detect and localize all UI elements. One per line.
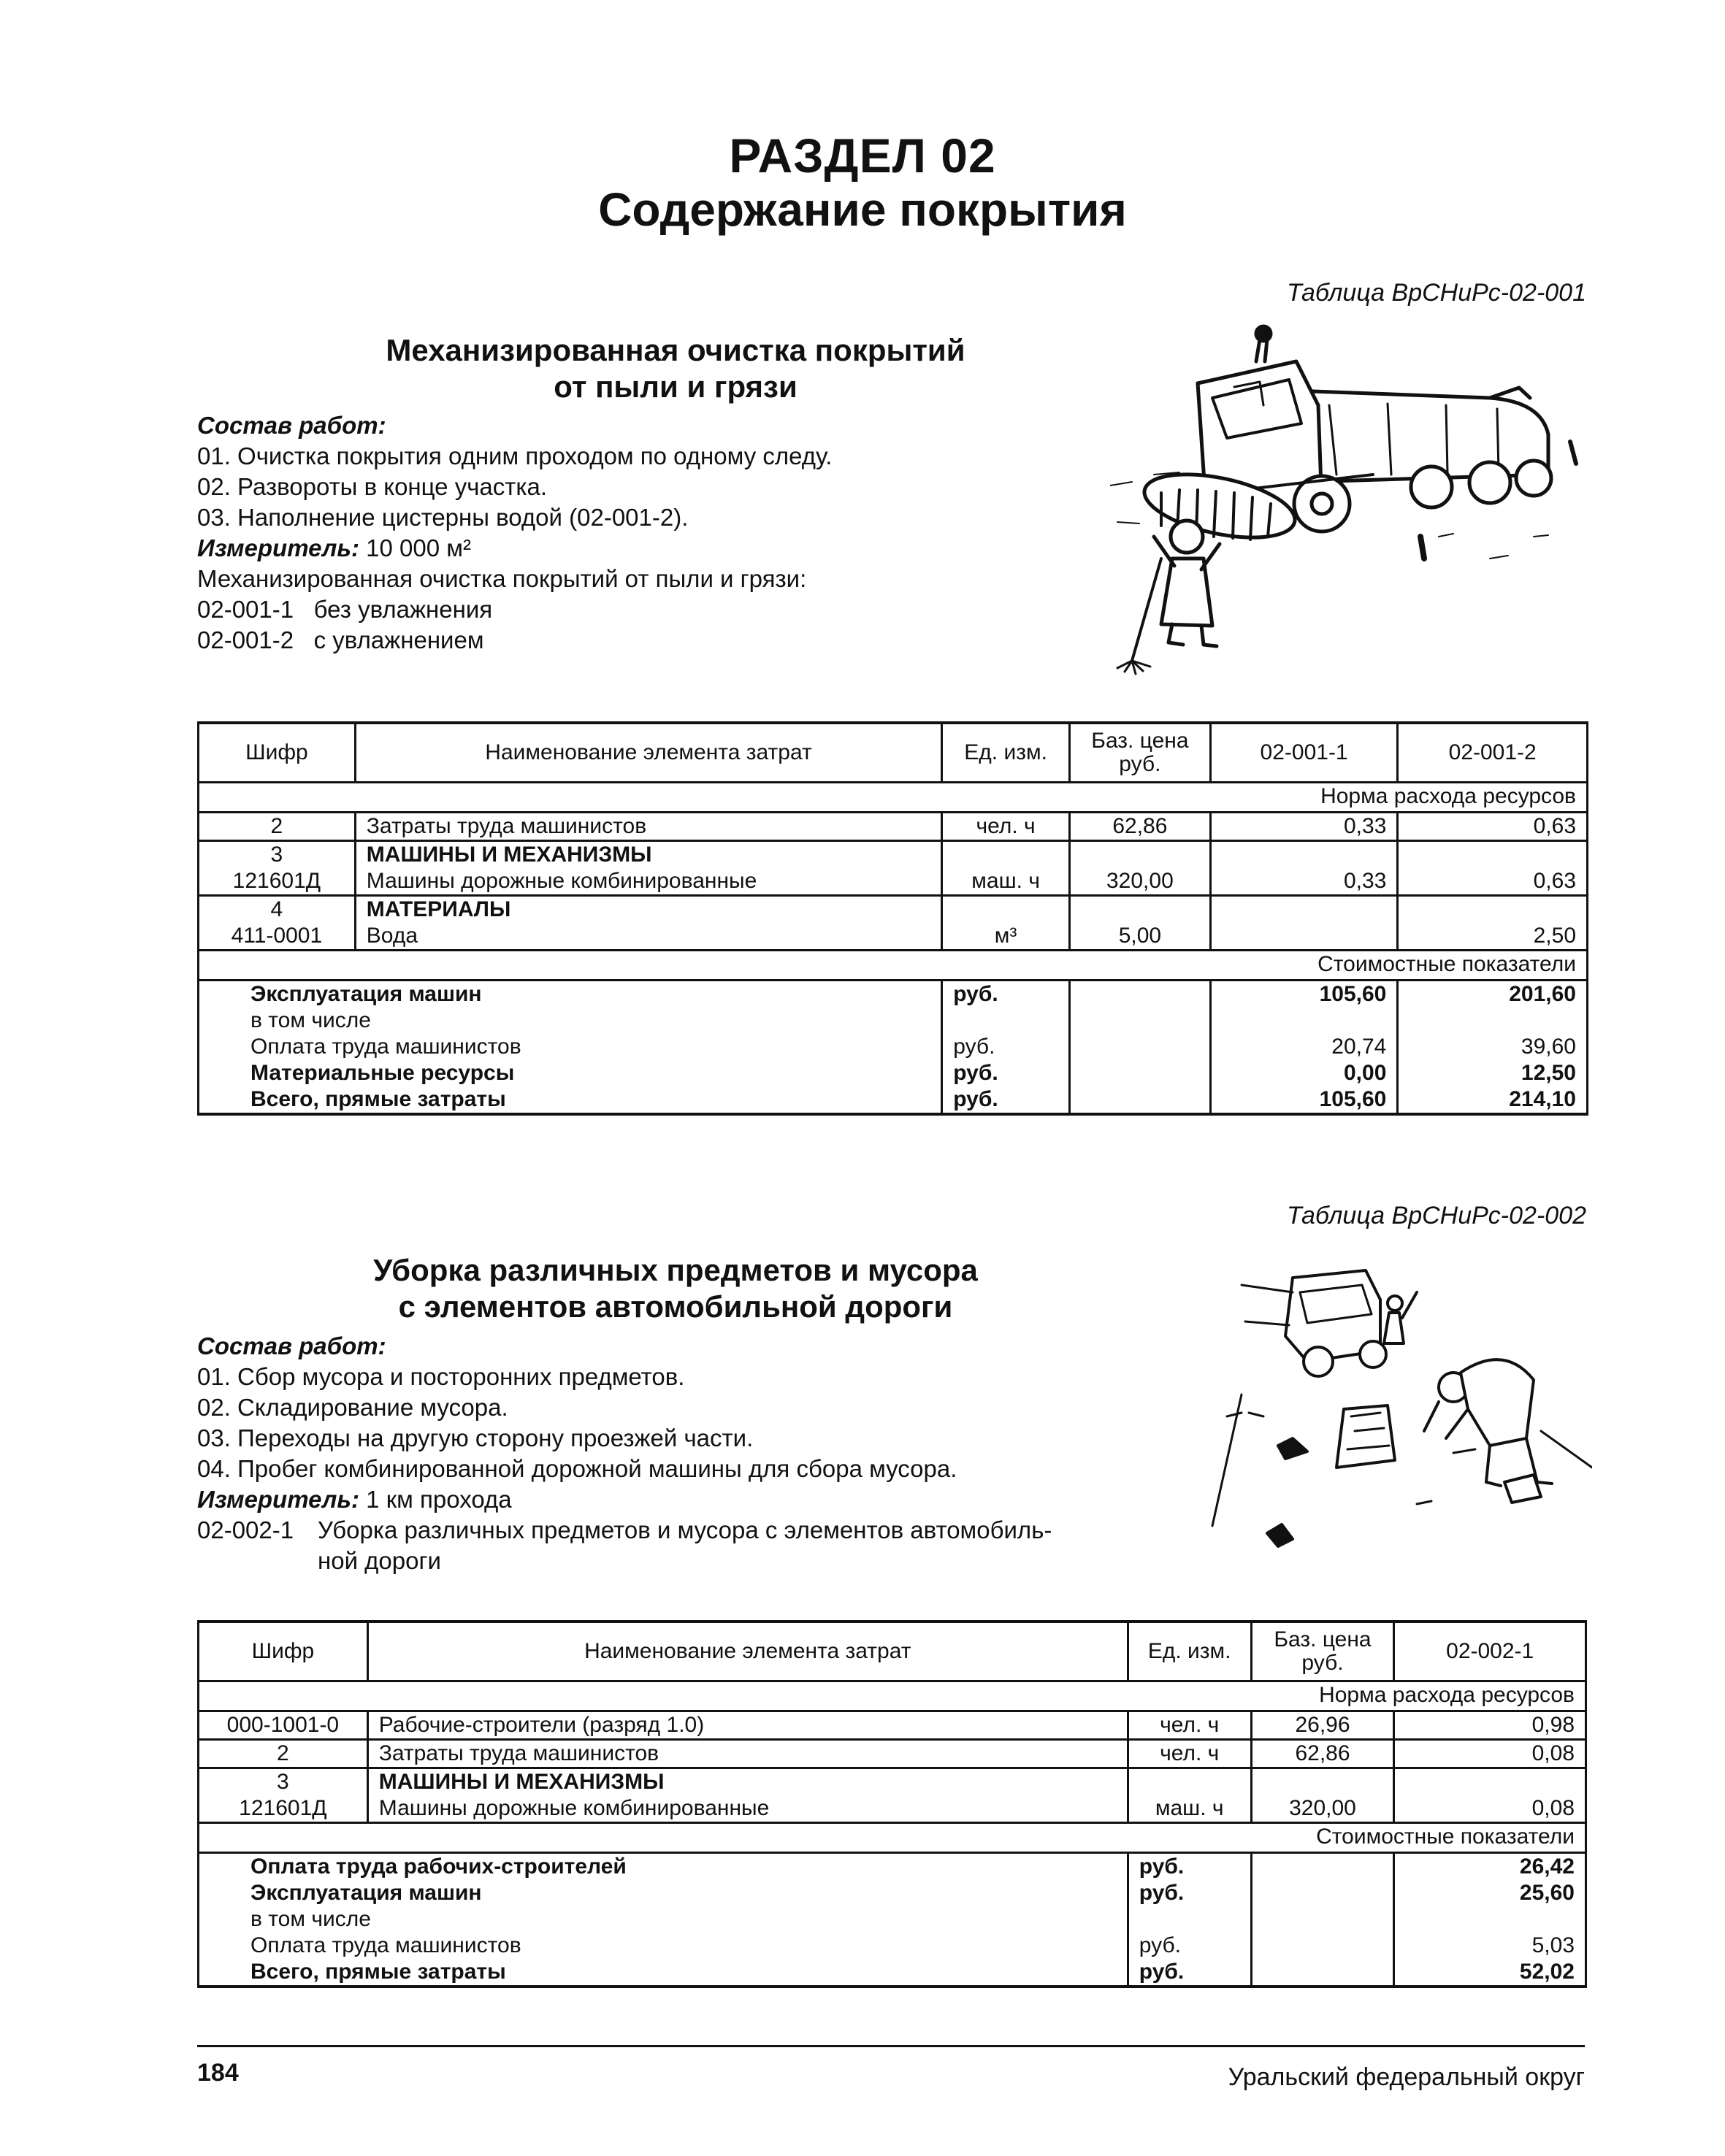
header-cell: Наименование элемента затрат — [367, 1622, 1128, 1681]
variant-row — [197, 1515, 1176, 1576]
code-cell: 2 — [199, 1740, 368, 1768]
variant-text: без увлажнения — [313, 596, 493, 623]
name-cell: Затраты труда машинистов — [367, 1740, 1128, 1768]
table-row — [199, 1795, 1586, 1823]
code-cell: 2 — [199, 813, 356, 841]
cost-name-cell: Материальные ресурсы — [199, 1060, 942, 1086]
variant-row — [197, 594, 1147, 625]
work-item: 01. Сбор мусора и посторонних предметов. — [197, 1363, 685, 1390]
cost-row — [199, 1853, 1586, 1881]
cost-name-cell: в том числе — [199, 1906, 1128, 1933]
unit-cell: руб. — [1128, 1880, 1251, 1906]
unit-cell: чел. ч — [942, 813, 1070, 841]
table-row — [199, 896, 1588, 924]
cost-table-2 — [197, 1620, 1587, 1988]
header-cell: Баз. цена руб. — [1251, 1622, 1394, 1681]
value-cell: 0,63 — [1398, 813, 1588, 841]
cost-row — [199, 1034, 1588, 1060]
cost-row — [199, 1060, 1588, 1086]
table-row — [199, 813, 1588, 841]
work-item: 02. Развороты в конце участка. — [197, 473, 548, 500]
block1-text — [197, 410, 1147, 656]
value-cell: 105,60 — [1210, 1086, 1398, 1114]
header-cell: Наименование элемента затрат — [355, 723, 941, 783]
variant-text: с увлажнением — [313, 626, 484, 653]
block1-title-line1: Механизированная очистка покрытий — [386, 333, 965, 367]
block2-title-line1: Уборка различных предметов и мусора — [373, 1253, 978, 1287]
header-cell: Шифр — [199, 723, 356, 783]
unit-cell: руб. — [1128, 1959, 1251, 1987]
value-cell: 201,60 — [1398, 981, 1588, 1008]
table-row — [199, 923, 1588, 951]
name-cell: Вода — [355, 923, 941, 951]
meter-line — [197, 1484, 1176, 1515]
group-name-cell: МАТЕРИАЛЫ — [355, 896, 941, 924]
variant-code: 02-001-1 — [197, 596, 294, 623]
footer-divider — [197, 2045, 1585, 2047]
value-cell: 12,50 — [1398, 1060, 1588, 1086]
work-item: 03. Переходы на другую сторону проезжей части. — [197, 1424, 754, 1451]
price-cell: 62,86 — [1251, 1740, 1394, 1768]
work-item: 03. Наполнение цистерны водой (02-001-2). — [197, 504, 689, 531]
meter-label: Измеритель: — [197, 1486, 359, 1513]
code-cell: 3 — [199, 1768, 368, 1796]
cost-row — [199, 1086, 1588, 1114]
region-name: Уральский федеральный округ — [1228, 2063, 1585, 2091]
value-cell: 0,98 — [1394, 1711, 1586, 1740]
unit-cell: маш. ч — [942, 868, 1070, 896]
unit-cell: руб. — [942, 1034, 1070, 1060]
table-row — [199, 868, 1588, 896]
block1-title-line2: от пыли и грязи — [554, 369, 798, 404]
band-row — [199, 1823, 1586, 1853]
cost-name-cell: Всего, прямые затраты — [199, 1086, 942, 1114]
value-cell: 52,02 — [1394, 1959, 1586, 1987]
work-item: 02. Складирование мусора. — [197, 1394, 508, 1421]
work-item: 04. Пробег комбинированной дорожной машины для сбора мусора. — [197, 1455, 957, 1482]
value-cell: 39,60 — [1398, 1034, 1588, 1060]
header-cell: Шифр — [199, 1622, 368, 1681]
table-row — [199, 1768, 1586, 1796]
section-number: РАЗДЕЛ 02 — [729, 128, 996, 183]
band-label: Стоимостные показатели — [199, 951, 1588, 981]
block1-title — [307, 332, 1044, 405]
code-cell: 000-1001-0 — [199, 1711, 368, 1740]
cost-name-cell: в том числе — [199, 1008, 942, 1034]
variant-text: Уборка различных предметов и мусора с элементов автомобиль- — [318, 1516, 1052, 1543]
unit-cell: чел. ч — [1128, 1740, 1251, 1768]
table-header-row — [199, 723, 1588, 783]
band-label: Норма расхода ресурсов — [199, 783, 1588, 813]
cost-table-1 — [197, 721, 1588, 1116]
value-cell: 105,60 — [1210, 981, 1398, 1008]
name-cell: Рабочие-строители (разряд 1.0) — [367, 1711, 1128, 1740]
code-cell: 3 — [199, 841, 356, 869]
name-cell: Машины дорожные комбинированные — [355, 868, 941, 896]
road-sweeper-machine-illustration — [1110, 318, 1592, 675]
value-cell: 0,33 — [1210, 868, 1398, 896]
block2-title — [278, 1252, 1074, 1325]
work-composition-label: Состав работ: — [197, 1332, 386, 1359]
group-name-cell: МАШИНЫ И МЕХАНИЗМЫ — [355, 841, 941, 869]
price-cell: 320,00 — [1251, 1795, 1394, 1823]
unit-cell: руб. — [942, 981, 1070, 1008]
cost-name-cell: Эксплуатация машин — [199, 1880, 1128, 1906]
band-row — [199, 783, 1588, 813]
unit-cell: чел. ч — [1128, 1711, 1251, 1740]
cost-row — [199, 1933, 1586, 1959]
unit-cell: м³ — [942, 923, 1070, 951]
cost-name-cell: Всего, прямые затраты — [199, 1959, 1128, 1987]
meter-value: 1 км прохода — [366, 1486, 512, 1513]
header-cell: 02-002-1 — [1394, 1622, 1586, 1681]
meter-value: 10 000 м² — [366, 534, 471, 561]
code-cell: 411-0001 — [199, 923, 356, 951]
value-cell: 20,74 — [1210, 1034, 1398, 1060]
unit-cell: руб. — [942, 1086, 1070, 1114]
code-cell: 121601Д — [199, 1795, 368, 1823]
header-cell: Ед. изм. — [1128, 1622, 1251, 1681]
work-composition-label: Состав работ: — [197, 412, 386, 439]
value-cell: 26,42 — [1394, 1853, 1586, 1881]
meter-line — [197, 533, 1147, 564]
cost-name-cell: Оплата труда машинистов — [199, 1034, 942, 1060]
table-code-2: Таблица ВрСНиРс-02-002 — [1286, 1202, 1586, 1229]
value-cell: 0,08 — [1394, 1795, 1586, 1823]
price-cell: 320,00 — [1070, 868, 1211, 896]
unit-cell: руб. — [1128, 1933, 1251, 1959]
value-cell: 25,60 — [1394, 1880, 1586, 1906]
table-header-row — [199, 1622, 1586, 1681]
block2-text — [197, 1331, 1176, 1576]
table-row — [199, 841, 1588, 869]
work-item: 01. Очистка покрытия одним проходом по одному следу. — [197, 442, 833, 469]
meter-label: Измеритель: — [197, 534, 359, 561]
value-cell: 0,08 — [1394, 1740, 1586, 1768]
band-label: Стоимостные показатели — [199, 1823, 1586, 1853]
cost-row — [199, 1008, 1588, 1034]
band-row — [199, 1681, 1586, 1711]
header-cell: Баз. цена руб. — [1070, 723, 1211, 783]
variant-row — [197, 625, 1147, 656]
variant-code: 02-001-2 — [197, 626, 294, 653]
value-cell: 2,50 — [1398, 923, 1588, 951]
unit-cell: руб. — [942, 1060, 1070, 1086]
cost-row — [199, 1880, 1586, 1906]
name-cell: Затраты труда машинистов — [355, 813, 941, 841]
value-cell: 0,63 — [1398, 868, 1588, 896]
price-cell: 5,00 — [1070, 923, 1211, 951]
price-cell: 62,86 — [1070, 813, 1211, 841]
header-cell: Ед. изм. — [942, 723, 1070, 783]
table-row — [199, 1711, 1586, 1740]
section-name: Содержание покрытия — [598, 183, 1127, 236]
group-name-cell: МАШИНЫ И МЕХАНИЗМЫ — [367, 1768, 1128, 1796]
header-cell: 02-001-2 — [1398, 723, 1588, 783]
variant-code: 02-002-1 — [197, 1516, 294, 1543]
price-cell: 26,96 — [1251, 1711, 1394, 1740]
cost-name-cell: Оплата труда рабочих-строителей — [199, 1853, 1128, 1881]
page-number: 184 — [197, 2059, 239, 2087]
cost-row — [199, 1906, 1586, 1933]
value-cell: 0,00 — [1210, 1060, 1398, 1086]
road-cleaning-workers-illustration — [1198, 1263, 1592, 1555]
variant-text: ной дороги — [318, 1547, 441, 1574]
cost-name-cell: Оплата труда машинистов — [199, 1933, 1128, 1959]
table-row — [199, 1740, 1586, 1768]
band-label: Норма расхода ресурсов — [199, 1681, 1586, 1711]
block1-description: Механизированная очистка покрытий от пыли и грязи: — [197, 565, 807, 592]
value-cell: 214,10 — [1398, 1086, 1588, 1114]
code-cell: 4 — [199, 896, 356, 924]
table-code-1: Таблица ВрСНиРс-02-001 — [1286, 279, 1586, 307]
cost-name-cell: Эксплуатация машин — [199, 981, 942, 1008]
unit-cell: руб. — [1128, 1853, 1251, 1881]
value-cell — [1210, 923, 1398, 951]
block2-title-line2: с элементов автомобильной дороги — [398, 1289, 953, 1324]
cost-row — [199, 1959, 1586, 1987]
cost-row — [199, 981, 1588, 1008]
value-cell: 0,33 — [1210, 813, 1398, 841]
code-cell: 121601Д — [199, 868, 356, 896]
value-cell: 5,03 — [1394, 1933, 1586, 1959]
unit-cell: маш. ч — [1128, 1795, 1251, 1823]
band-row — [199, 951, 1588, 981]
header-cell: 02-001-1 — [1210, 723, 1398, 783]
name-cell: Машины дорожные комбинированные — [367, 1795, 1128, 1823]
